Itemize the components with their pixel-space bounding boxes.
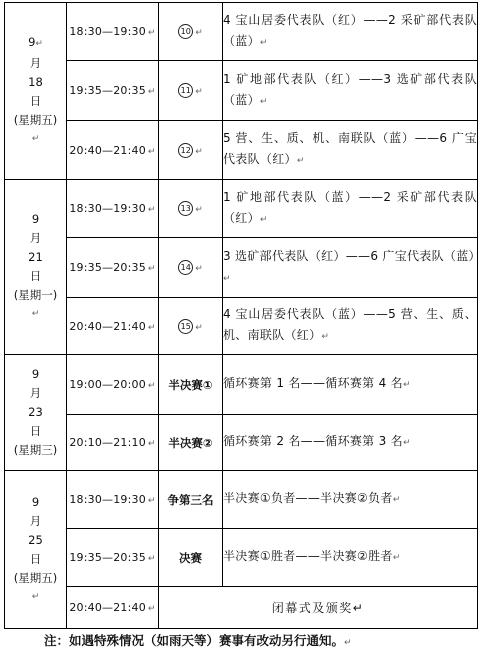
game-number-circle: 14 — [178, 260, 193, 275]
game-number-circle: 12 — [178, 143, 193, 158]
time-cell: 18:30—19:30 ↵ — [67, 471, 159, 529]
game-number-circle: 10 — [178, 24, 193, 39]
date-month: 9 — [31, 367, 40, 381]
date-cell — [5, 180, 67, 355]
time-cell: 19:35—20:35 ↵ — [67, 529, 159, 587]
date-day: 21 — [28, 250, 43, 264]
table-row — [5, 587, 478, 629]
date-day: 23 — [28, 405, 43, 419]
match-cell: 5 营、生、质、机、南联队（蓝）——6 广宝代表队（红）↵ — [223, 121, 478, 180]
date-month: 9 — [31, 494, 40, 509]
paragraph-mark-icon: ↵ — [31, 134, 40, 144]
date-month-unit: 月 — [29, 386, 42, 400]
game-number-cell: 10 ↵ — [159, 3, 223, 61]
match-cell: 半决赛①负者——半决赛②负者↵ — [223, 471, 478, 529]
time-cell: 18:30—19:30 ↵ — [67, 180, 159, 238]
table-row — [5, 415, 478, 471]
time-cell: 20:10—21:10 ↵ — [67, 415, 159, 471]
date-month: 9↵ — [28, 35, 43, 49]
match-cell: 1 矿地部代表队（红）——3 选矿部代表队（蓝）↵ — [223, 61, 478, 121]
time-cell: 18:30—19:30 ↵ — [67, 3, 159, 61]
match-schedule-table — [4, 2, 481, 629]
game-label-cell: 决赛 — [159, 529, 223, 587]
date-cell — [5, 471, 67, 629]
date-weekday: (星期五) — [13, 570, 58, 585]
table-row — [5, 61, 478, 121]
match-cell: 循环赛第 2 名——循环赛第 3 名↵ — [223, 415, 478, 471]
date-day-unit: 日 — [29, 94, 42, 108]
schedule-note: 注：如遇特殊情况（如雨天等）赛事有改动另行通知。↵ — [44, 633, 352, 648]
match-cell: 1 矿地部代表队（蓝）——2 采矿部代表队（红）↵ — [223, 180, 478, 238]
game-number-cell: 12 ↵ — [159, 121, 223, 180]
match-cell: 4 宝山居委代表队（红）——2 采矿部代表队（蓝）↵ — [223, 3, 478, 61]
closing-ceremony-cell: 闭幕式及颁奖↵ — [159, 587, 478, 629]
date-cell — [5, 3, 67, 180]
table-row — [5, 121, 478, 180]
game-number-cell: 15 ↵ — [159, 298, 223, 355]
date-weekday: (星期三) — [13, 443, 58, 457]
paragraph-mark-icon: ↵ — [31, 309, 40, 319]
date-weekday: (星期一) — [13, 288, 58, 302]
game-number-circle: 13 — [178, 201, 193, 216]
table-row — [5, 355, 478, 415]
table-row — [5, 471, 478, 529]
table-row — [5, 3, 478, 61]
time-cell: 19:35—20:35 ↵ — [67, 61, 159, 121]
date-day: 18 — [28, 75, 43, 89]
time-cell: 19:00—20:00 ↵ — [67, 355, 159, 415]
time-cell: 20:40—21:40 ↵ — [67, 298, 159, 355]
table-row — [5, 180, 478, 238]
game-label-cell: 争第三名 — [159, 471, 223, 529]
table-row — [5, 238, 478, 298]
date-month-unit: 月 — [29, 513, 42, 528]
match-cell: 3 选矿部代表队（红）——6 广宝代表队（蓝）↵ — [223, 238, 478, 298]
date-day: 25 — [28, 532, 43, 547]
date-day-unit: 日 — [29, 551, 42, 566]
game-label-cell: 半决赛② — [159, 415, 223, 471]
table-row — [5, 298, 478, 355]
match-cell: 循环赛第 1 名——循环赛第 4 名↵ — [223, 355, 478, 415]
paragraph-mark-icon: ↵ — [31, 591, 40, 602]
game-number-circle: 11 — [178, 83, 193, 98]
time-cell: 20:40—21:40 ↵ — [67, 121, 159, 180]
date-month: 9 — [31, 212, 40, 226]
table-row — [5, 529, 478, 587]
match-cell: 半决赛①胜者——半决赛②胜者↵ — [223, 529, 478, 587]
game-number-cell: 11 ↵ — [159, 61, 223, 121]
game-number-cell: 14 ↵ — [159, 238, 223, 298]
game-number-cell: 13 ↵ — [159, 180, 223, 238]
game-label-cell: 半决赛① — [159, 355, 223, 415]
time-cell: 19:35—20:35 ↵ — [67, 238, 159, 298]
date-cell — [5, 355, 67, 471]
time-cell: 20:40—21:40 ↵ — [67, 587, 159, 629]
date-day-unit: 日 — [29, 424, 42, 438]
date-day-unit: 日 — [29, 269, 42, 283]
date-month-unit: 月 — [29, 231, 42, 245]
date-month-unit: 月 — [29, 56, 42, 70]
date-weekday: (星期五) — [13, 113, 58, 127]
match-cell: 4 宝山居委代表队（蓝）——5 营、生、质、机、南联队（红）↵ — [223, 298, 478, 355]
game-number-circle: 15 — [178, 319, 193, 334]
